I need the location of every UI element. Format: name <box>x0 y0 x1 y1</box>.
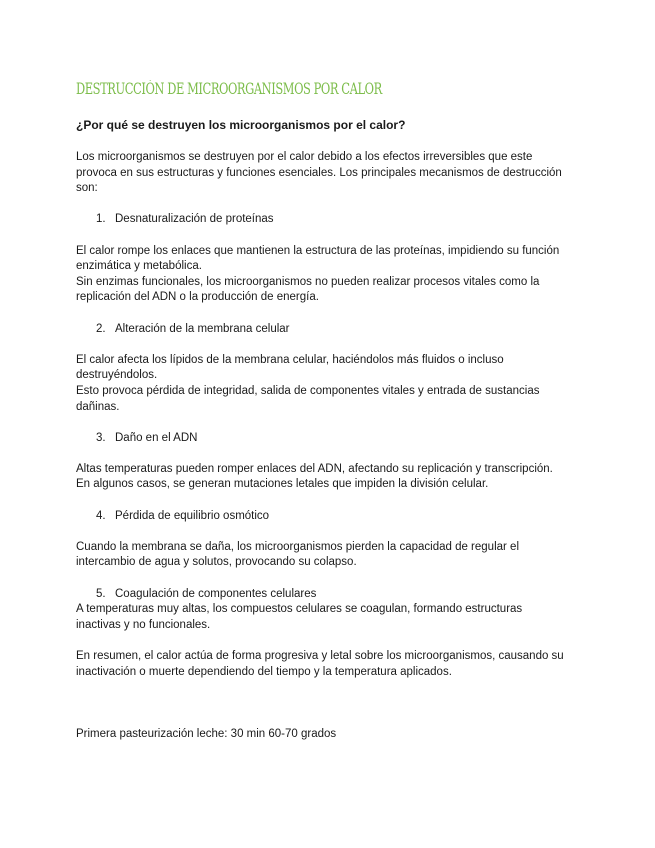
list-number: 5. <box>96 587 106 600</box>
body-line: En algunos casos, se generan mutaciones letales que impiden la división celular. <box>76 478 489 491</box>
list-item-heading <box>76 431 580 447</box>
list-item-heading <box>76 587 580 603</box>
body-line: replicación del ADN o la producción de energía. <box>76 291 319 304</box>
list-item-heading <box>76 212 580 228</box>
document-page <box>76 78 580 743</box>
body-line: enzimática y metabólica. <box>76 260 202 273</box>
body-line: Sin enzimas funcionales, los microorganismos no pueden realizar procesos vitales como la <box>76 275 540 288</box>
intro-line: Los microorganismos se destruyen por el calor debido a los efectos irreversibles que este <box>76 151 533 163</box>
document-title: DESTRUCCIÓN DE MICROORGANISMOS POR CALOR <box>76 80 382 98</box>
body-line: A temperaturas muy altas, los compuestos celulares se coagulan, formando estructuras <box>76 603 523 616</box>
list-heading-text: Alteración de la membrana celular <box>115 322 290 335</box>
list-item-heading <box>76 322 580 338</box>
intro-line: son: <box>76 182 98 195</box>
body-line: inactivas y no funcionales. <box>76 618 211 631</box>
section-question: ¿Por qué se destruyen los microorganismos por el calor? <box>76 118 406 132</box>
list-number: 2. <box>96 322 106 335</box>
body-line: intercambio de agua y solutos, provocando su colapso. <box>76 556 357 569</box>
list-heading-text: Daño en el ADN <box>115 431 198 444</box>
list-number: 4. <box>96 509 106 522</box>
body-line: El calor afecta los lípidos de la membrana celular, haciéndolos más fluidos o incluso <box>76 353 504 366</box>
intro-line: provoca en sus estructuras y funciones esenciales. Los principales mecanismos de destrucción <box>76 166 562 179</box>
body-line: destruyéndolos. <box>76 369 158 382</box>
body-line: dañinas. <box>76 400 120 413</box>
conclusion-line: inactivación o muerte dependiendo del tiempo y la temperatura aplicados. <box>76 665 452 678</box>
list-heading-text: Coagulación de componentes celulares <box>115 587 317 600</box>
conclusion-line: En resumen, el calor actúa de forma progresiva y letal sobre los microorganismos, causando su <box>76 650 564 662</box>
footnote: Primera pasteurización leche: 30 min 60-70 grados <box>76 727 337 740</box>
list-number: 1. <box>96 213 106 226</box>
list-number: 3. <box>96 431 106 444</box>
list-heading-text: Pérdida de equilibrio osmótico <box>115 509 270 522</box>
body-line: El calor rompe los enlaces que mantienen la estructura de las proteínas, impidiendo su función <box>76 244 560 257</box>
body-line: Altas temperaturas pueden romper enlaces del ADN, afectando su replicación y transcripción. <box>76 462 553 475</box>
list-heading-text: Desnaturalización de proteínas <box>115 213 274 226</box>
body-line: Esto provoca pérdida de integridad, salida de componentes vitales y entrada de sustancias <box>76 384 540 397</box>
body-line: Cuando la membrana se daña, los microorganismos pierden la capacidad de regular el <box>76 540 520 553</box>
list-item-heading <box>76 509 580 525</box>
